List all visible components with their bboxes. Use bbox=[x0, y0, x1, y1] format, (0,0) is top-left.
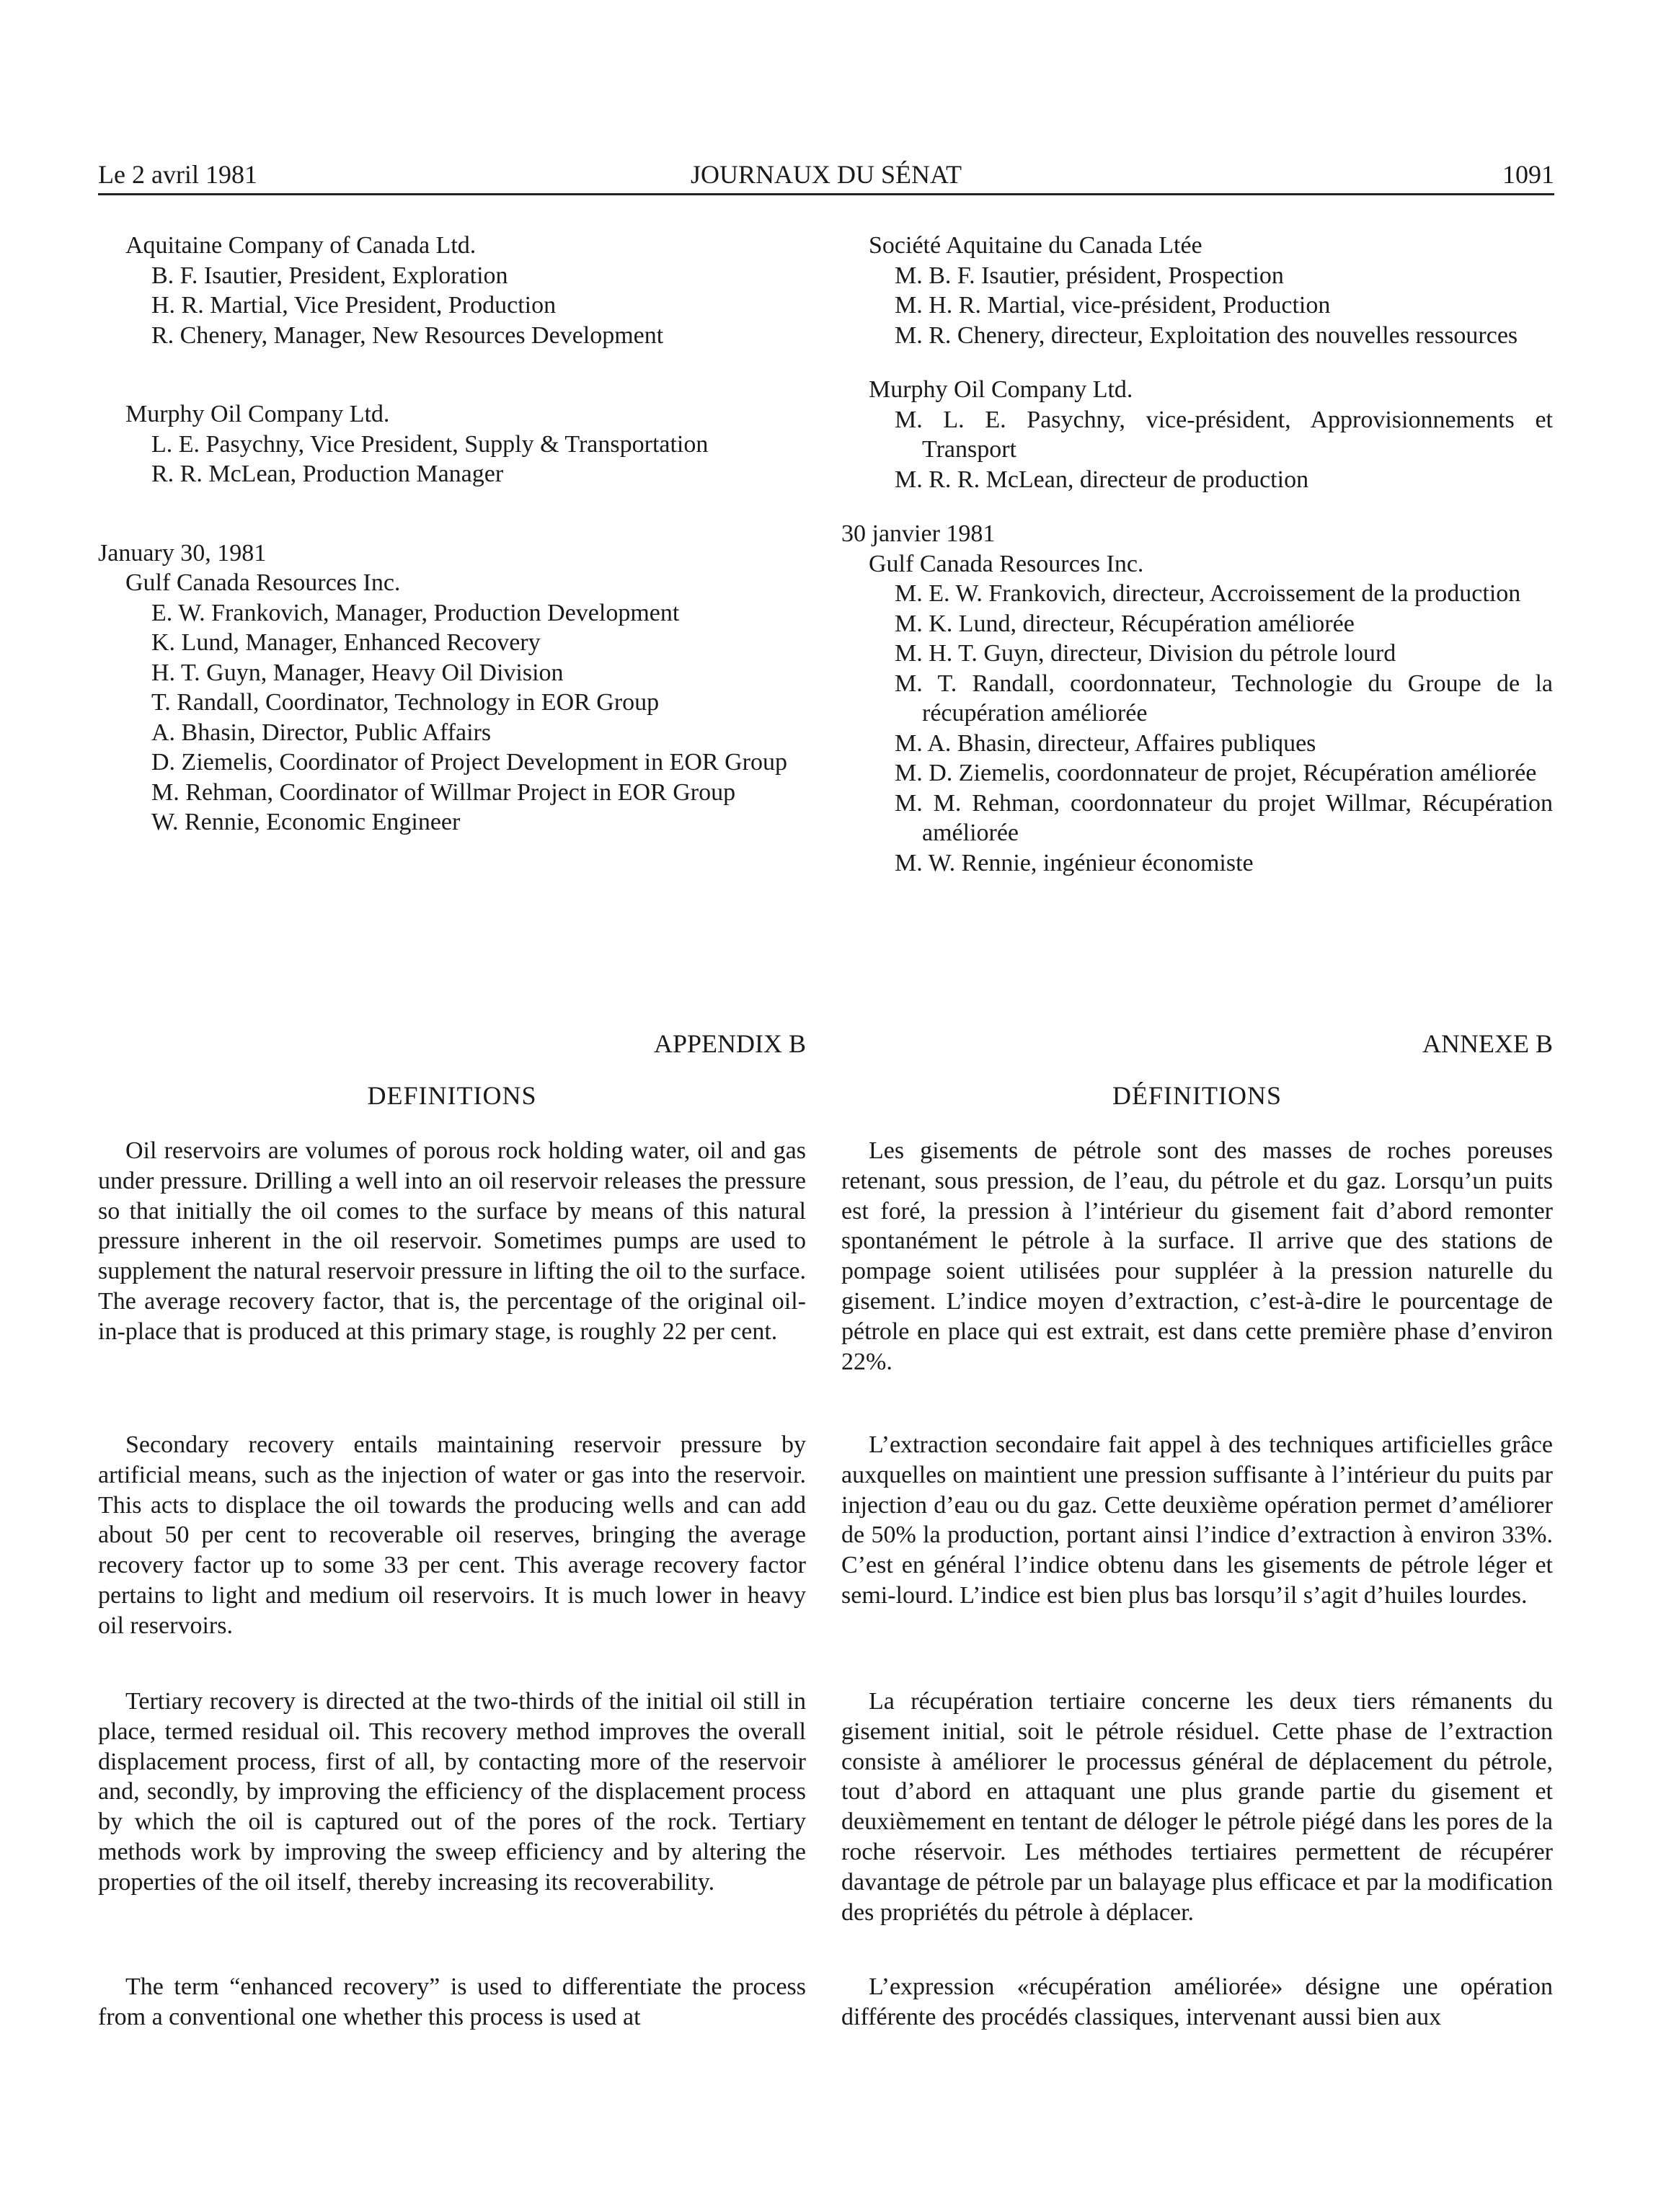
paragraph bbox=[98, 1972, 806, 2033]
definitions-heading: DEFINITIONS bbox=[367, 1081, 537, 1110]
witness-entry: M. W. Rennie, ingénieur économiste bbox=[895, 849, 1254, 876]
witness-entry: M. B. F. Isautier, président, Prospection bbox=[895, 262, 1284, 289]
witness-entry: R. R. McLean, Production Manager bbox=[151, 461, 504, 487]
header-page-number: 1091 bbox=[1502, 160, 1554, 189]
company-name: Gulf Canada Resources Inc. bbox=[125, 569, 401, 596]
witness-entry: W. Rennie, Economic Engineer bbox=[151, 809, 461, 835]
paragraph-text: La récupération tertiaire concerne les deux tiers rémanents du gisement initial, soit le pétrole résiduel. Cette phase de l’extraction consiste à améliorer le processus général de déplacement du pétrole, tout d’abord en attaquant une plus grande partie du gisement et deuxièmement en tentant de déloger le pétrole piégé dans les pores de la roche réservoir. Les méthodes tertiaires permettent de récupérer davantage de pétrole par un balayage plus efficace et par la modification des propriétés du pétrole à déplacer. bbox=[841, 1688, 1553, 1926]
witness-entry: B. F. Isautier, President, Exploration bbox=[151, 262, 508, 289]
paragraph bbox=[98, 1136, 806, 1347]
witness-entry: M. H. R. Martial, vice-président, Production bbox=[895, 292, 1331, 319]
french-witness-list bbox=[841, 231, 1553, 878]
paragraph-text: The term “enhanced recovery” is used to differentiate the process from a conventional one whether this process is used at bbox=[98, 1973, 806, 2030]
appendix-heading: APPENDIX B bbox=[653, 1029, 806, 1058]
paragraph-text: L’extraction secondaire fait appel à des techniques artificielles grâce auxquelles on maintient une pression suffisante à l’intérieur du puits par injection d’eau ou du gaz. Cette deuxième opération permet d’améliorer de 50% la production, portant ainsi l’indice d’extraction à environ 33%. C’est en général l’indice obtenu dans les gisements de pétrole léger et semi-lourd. L’indice est bien plus bas lorsqu’il s’agit d’huiles lourdes. bbox=[841, 1431, 1553, 1609]
paragraph bbox=[841, 1687, 1553, 1927]
witness-entry: M. H. T. Guyn, directeur, Division du pétrole lourd bbox=[895, 640, 1396, 667]
header-rule bbox=[98, 193, 1554, 195]
hearing-date: January 30, 1981 bbox=[98, 539, 267, 567]
witness-entry: H. R. Martial, Vice President, Production bbox=[151, 292, 557, 319]
witness-entry: L. E. Pasychny, Vice President, Supply & Transportation bbox=[151, 430, 709, 458]
hearing-date: 30 janvier 1981 bbox=[841, 520, 996, 547]
paragraph-text: Oil reservoirs are volumes of porous rock holding water, oil and gas under pressure. Drilling a well into an oil reservoir releases the pressure so that initially the oil comes to the surface by means of this natural pressure inherent in the oil reservoir. Sometimes pumps are used to supplement the natural reservoir pressure in lifting the oil to the surface. The average recovery factor, that is, the percentage of the original oil-in-place that is produced at this primary stage, is roughly 22 per cent. bbox=[98, 1137, 806, 1345]
paragraph bbox=[841, 1972, 1553, 2033]
witness-entry: M. T. Randall, coordonnateur, Technologie du Groupe de la récupération améliorée bbox=[895, 670, 1553, 727]
paragraph-text: Les gisements de pétrole sont des masses de roches poreuses retenant, sous pression, de l’eau, du pétrole et du gaz. Lorsqu’un puits est foré, la pression à l’intérieur du gisement fait d’abord remonter spontanément le pétrole à la surface. Il arrive que des stations de pompage soient utilisées pour suppléer à la pression naturelle du gisement. L’indice moyen d’extraction, c’est-à-dire le pourcentage de pétrole en place qui est extrait, est dans cette première phase d’environ 22%. bbox=[841, 1137, 1553, 1375]
english-witness-list bbox=[98, 231, 806, 838]
witness-entry: M. Rehman, Coordinator of Willmar Project in EOR Group bbox=[151, 778, 736, 806]
paragraph-text: L’expression «récupération améliorée» désigne une opération différente des procédés classiques, intervenant aussi bien aux bbox=[841, 1973, 1553, 2030]
witness-entry: R. Chenery, Manager, New Resources Development bbox=[151, 321, 664, 349]
witness-entry: T. Randall, Coordinator, Technology in EOR Group bbox=[151, 689, 660, 716]
witness-entry: M. R. Chenery, directeur, Exploitation des nouvelles ressources bbox=[895, 321, 1518, 349]
witness-entry: A. Bhasin, Director, Public Affairs bbox=[151, 719, 492, 746]
paragraph bbox=[841, 1430, 1553, 1611]
witness-entry: M. L. E. Pasychny, vice-président, Approvisionnements et Transport bbox=[895, 406, 1553, 463]
witness-entry: H. T. Guyn, Manager, Heavy Oil Division bbox=[151, 659, 564, 686]
header-journal-title: JOURNAUX DU SÉNAT bbox=[690, 160, 962, 189]
witness-entry: M. A. Bhasin, directeur, Affaires publiques bbox=[895, 729, 1316, 757]
witness-entry: K. Lund, Manager, Enhanced Recovery bbox=[151, 629, 541, 656]
witness-entry: D. Ziemelis, Coordinator of Project Development in EOR Group bbox=[151, 749, 787, 776]
appendix-heading: ANNEXE B bbox=[1422, 1029, 1553, 1058]
running-header bbox=[98, 155, 1554, 194]
witness-entry: M. E. W. Frankovich, directeur, Accroissement de la production bbox=[895, 580, 1521, 607]
company-name: Société Aquitaine du Canada Ltée bbox=[869, 232, 1202, 259]
witness-entry: M. R. R. McLean, directeur de production bbox=[895, 466, 1309, 493]
paragraph bbox=[841, 1136, 1553, 1377]
paragraph bbox=[98, 1430, 806, 1641]
witness-entry: M. D. Ziemelis, coordonnateur de projet, Récupération améliorée bbox=[895, 760, 1537, 786]
header-date: Le 2 avril 1981 bbox=[98, 160, 257, 189]
company-name: Gulf Canada Resources Inc. bbox=[869, 550, 1144, 577]
paragraph-text: Secondary recovery entails maintaining reservoir pressure by artificial means, such as the injection of water or gas into the reservoir. This acts to displace the oil towards the producing wells and can add about 50 per cent to recoverable oil reserves, bringing the average recovery factor up to some 33 per cent. This average recovery factor pertains to light and medium oil reservoirs. It is much lower in heavy oil reservoirs. bbox=[98, 1431, 806, 1639]
witness-entry: E. W. Frankovich, Manager, Production Development bbox=[151, 599, 680, 626]
company-name: Murphy Oil Company Ltd. bbox=[125, 401, 390, 427]
company-name: Murphy Oil Company Ltd. bbox=[869, 376, 1133, 403]
company-name: Aquitaine Company of Canada Ltd. bbox=[125, 232, 477, 259]
paragraph-text: Tertiary recovery is directed at the two-thirds of the initial oil still in place, termed residual oil. This recovery method improves the overall displacement process, first of all, by contacting more of the reservoir and, secondly, by improving the efficiency of the displacement process by which the oil is captured out of the pores of the rock. Tertiary methods work by improving the sweep efficiency and by altering the properties of the oil itself, thereby increasing its recoverability. bbox=[98, 1688, 806, 1896]
paragraph bbox=[98, 1687, 806, 1898]
definitions-heading: DÉFINITIONS bbox=[1112, 1081, 1282, 1110]
witness-entry: M. K. Lund, directeur, Récupération améliorée bbox=[895, 610, 1355, 637]
witness-entry: M. M. Rehman, coordonnateur du projet Willmar, Récupération améliorée bbox=[895, 789, 1553, 846]
